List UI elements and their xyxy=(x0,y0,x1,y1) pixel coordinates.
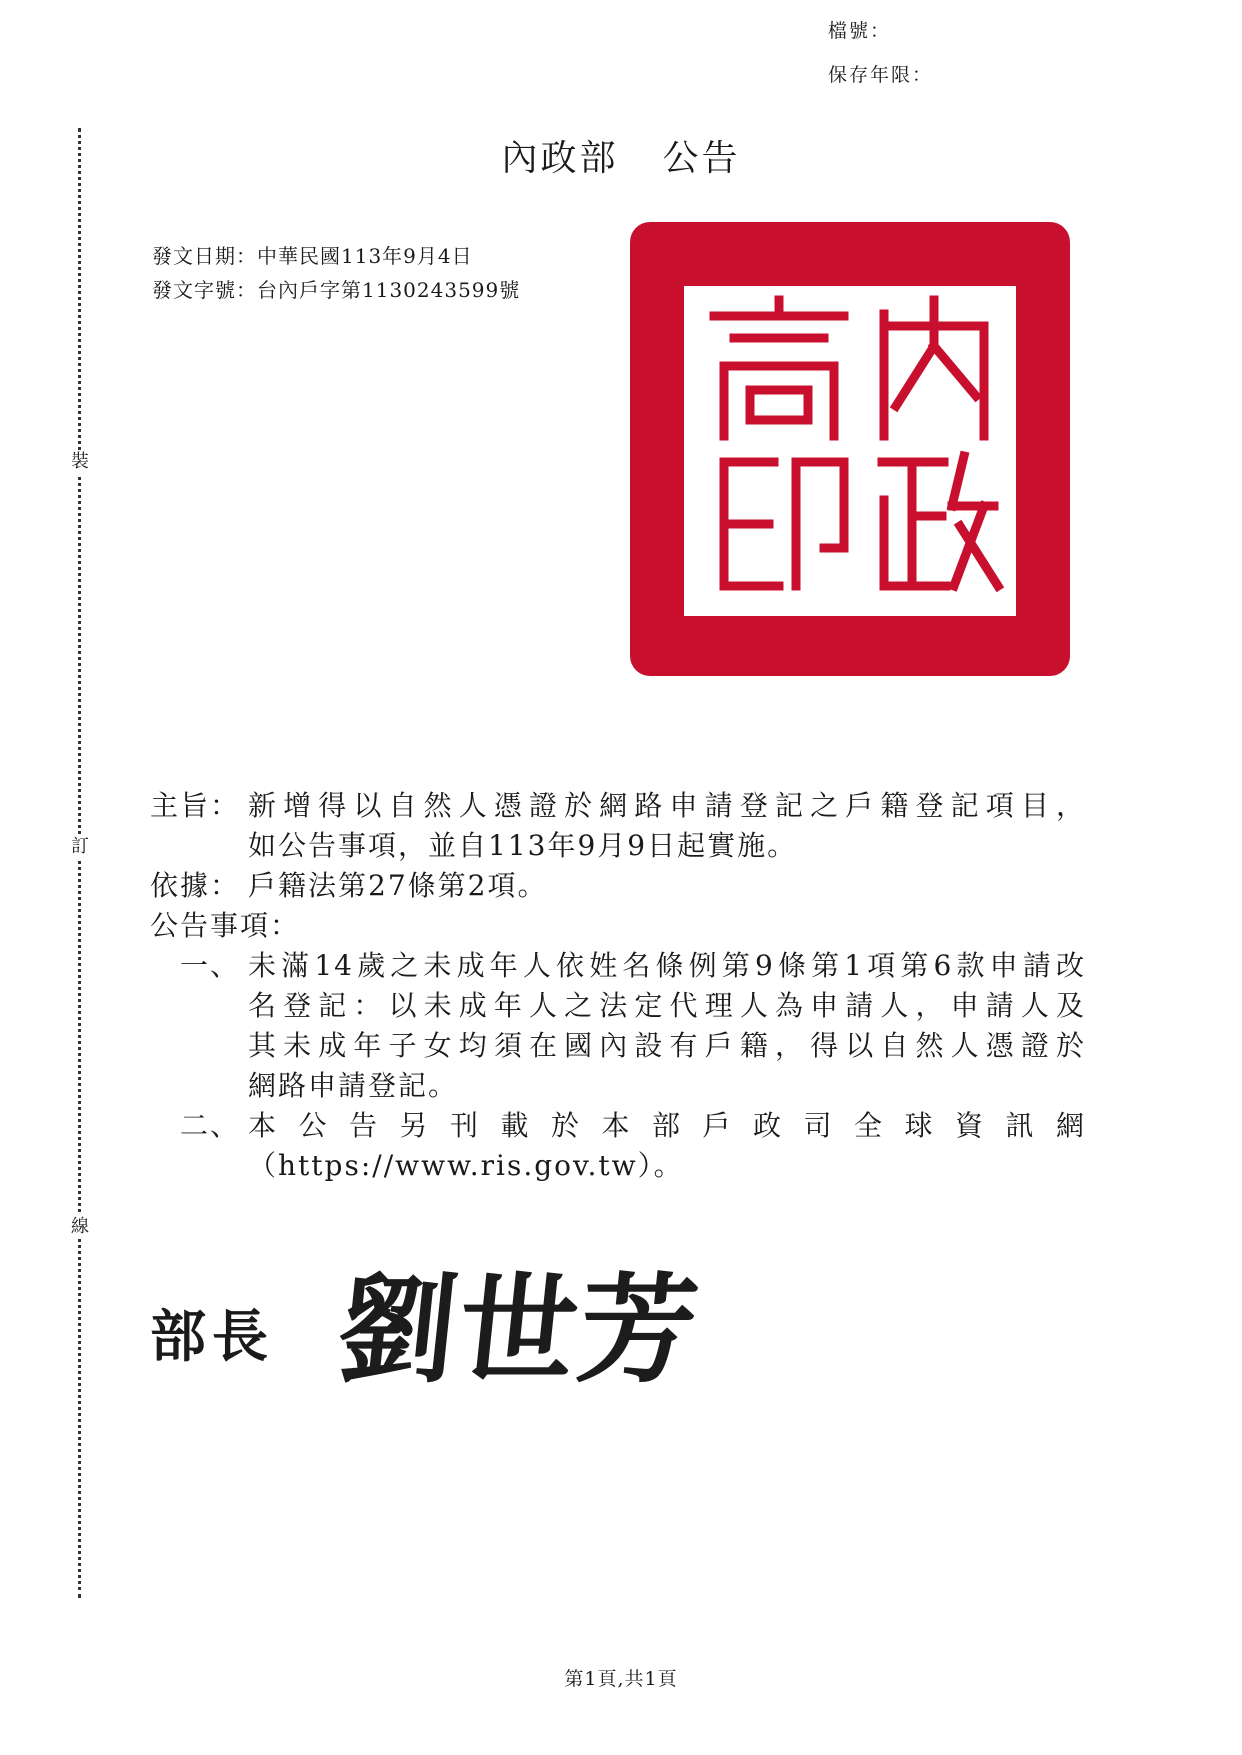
item-2-line: （https://www.ris.gov.tw）。 xyxy=(248,1149,684,1182)
document-title xyxy=(0,130,1242,181)
page-number: 第1頁,共1頁 xyxy=(564,1668,678,1690)
official-seal xyxy=(630,222,1070,676)
item-2-line: 本公告另刊載於本部戶政司全球資訊網 xyxy=(248,1109,1086,1142)
issue-date: 發文日期：中華民國113年9月4日 xyxy=(152,244,473,268)
file-number-label: 檔號： xyxy=(828,20,892,42)
subject-line-1: 新增得以自然人憑證於網路申請登記之戶籍登記項目， xyxy=(248,789,1086,822)
binding-dotted-line xyxy=(78,128,81,1598)
subject-line-2: 如公告事項，並自113年9月9日起實施。 xyxy=(248,829,798,862)
subject-label: 主旨： xyxy=(150,789,241,822)
item-1-line: 其未成年子女均須在國內設有戶籍，得以自然人憑證於 xyxy=(248,1029,1086,1062)
basis-label: 依據： xyxy=(150,869,241,902)
binding-mark-zhuang: 裝 xyxy=(71,451,89,472)
signatory-title: 部長 xyxy=(150,1304,274,1370)
binding-mark-xian: 線 xyxy=(71,1216,89,1237)
binding-mark-ding: 訂 xyxy=(71,836,89,857)
issuing-agency: 內政部 xyxy=(501,138,619,179)
signatory-name: 劉世芳 xyxy=(331,1260,707,1399)
seal-inner-field xyxy=(684,286,1016,616)
retention-period-label: 保存年限： xyxy=(828,64,934,86)
seal-glyphs-graphic xyxy=(684,286,1016,616)
item-1-line: 名登記：以未成年人之法定代理人為申請人，申請人及 xyxy=(248,989,1086,1022)
item-1-line: 網路申請登記。 xyxy=(248,1069,459,1102)
items-header: 公告事項： xyxy=(150,909,301,942)
basis-text: 戶籍法第27條第2項。 xyxy=(248,869,548,902)
document-type: 公告 xyxy=(662,138,741,179)
item-1-number: 一、 xyxy=(180,949,241,982)
item-1-line: 未滿14歲之未成年人依姓名條例第9條第1項第6款申請改 xyxy=(248,949,1086,982)
item-2-number: 二、 xyxy=(180,1109,241,1142)
issue-number: 發文字號：台內戶字第1130243599號 xyxy=(152,278,521,302)
